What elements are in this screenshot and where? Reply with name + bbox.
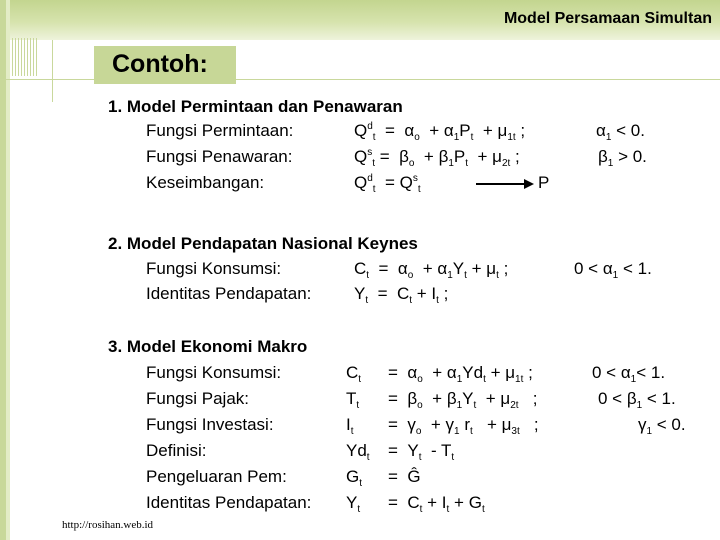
equilibrium-label: Keseimbangan: [146,173,265,192]
macro-rhs-income-identity: = $C_t + I_t + G_t$ [388,493,485,515]
footer-url[interactable]: http://rosihan.web.id [62,519,154,531]
section-2-heading: 2. Model Pendapatan Nasional Keynes [108,234,418,253]
demand-constraint: $\alpha_1 < 0$. [596,121,645,143]
macro-label-government: Pengeluaran Pem: [146,467,287,486]
macro-lhs-investment: $I_t$ [346,415,354,437]
macro-lhs-tax: $T_t$ [346,389,360,411]
equilibrium-equation: $Q^d_t = Q^s_t$ [354,173,421,195]
macro-label-income-identity: Identitas Pendapatan: [146,493,312,512]
section-1-heading: 1. Model Permintaan dan Penawaran [108,97,403,116]
supply-equation: $Q^s_t = \beta_o + \beta_1P_t + \mu_{2t}$ ; [354,147,520,169]
macro-rhs-investment: = $\gamma_o + \gamma_1$ $r_t + \mu_{3t}$ ; [388,415,539,437]
decorative-lines [12,38,38,76]
consumption-constraint: $0 < \alpha_1 < 1$. [574,259,652,281]
demand-label: Fungsi Permintaan: [146,121,294,140]
arrow-icon [474,174,536,194]
macro-rhs-definition: = $Y_t - T_t$ [388,441,455,463]
decorative-vertical-line [52,40,53,102]
slide-title: Contoh: [112,50,208,78]
income-identity-equation: $Y_t = C_t + I_t$ ; [354,284,449,306]
p-label: P [538,173,550,192]
macro-label-consumption: Fungsi Konsumsi: [146,363,282,382]
macro-constraint-tax: $0 < \beta_1 < 1$. [598,389,676,411]
demand-equation: $Q^d_t = \alpha_o + \alpha_1P_t + \mu_{1t}$ ; [354,121,526,143]
left-stripe [0,0,10,540]
macro-constraint-consumption: $0 < \alpha_1< 1$. [592,363,666,385]
macro-rhs-tax: = $\beta_o + \beta_1Y_t + \mu_{2t}$ ; [388,389,538,411]
macro-lhs-income-identity: $Y_t$ [346,493,361,515]
macro-label-tax: Fungsi Pajak: [146,389,249,408]
supply-constraint: $\beta_1 > 0$. [598,147,647,169]
supply-label: Fungsi Penawaran: [146,147,293,166]
consumption-label: Fungsi Konsumsi: [146,259,282,278]
income-identity-label: Identitas Pendapatan: [146,284,312,303]
macro-lhs-consumption: $C_t$ [346,363,362,385]
macro-label-investment: Fungsi Investasi: [146,415,274,434]
macro-lhs-government: $G_t$ [346,467,363,489]
macro-lhs-definition: $Yd_t$ [346,441,370,463]
macro-rhs-consumption: = $\alpha_o + \alpha_1Yd_t + \mu_{1t}$ ; [388,363,533,385]
section-3-heading: 3. Model Ekonomi Makro [108,337,308,356]
consumption-equation: $C_t = \alpha_o + \alpha_1Y_t + \mu_t$ ; [354,259,509,281]
macro-label-definition: Definisi: [146,441,207,460]
macro-constraint-investment: $\gamma_1 < 0$. [638,415,686,437]
header-title: Model Persamaan Simultan [503,10,712,27]
macro-rhs-government: = Ĝ [388,467,421,486]
